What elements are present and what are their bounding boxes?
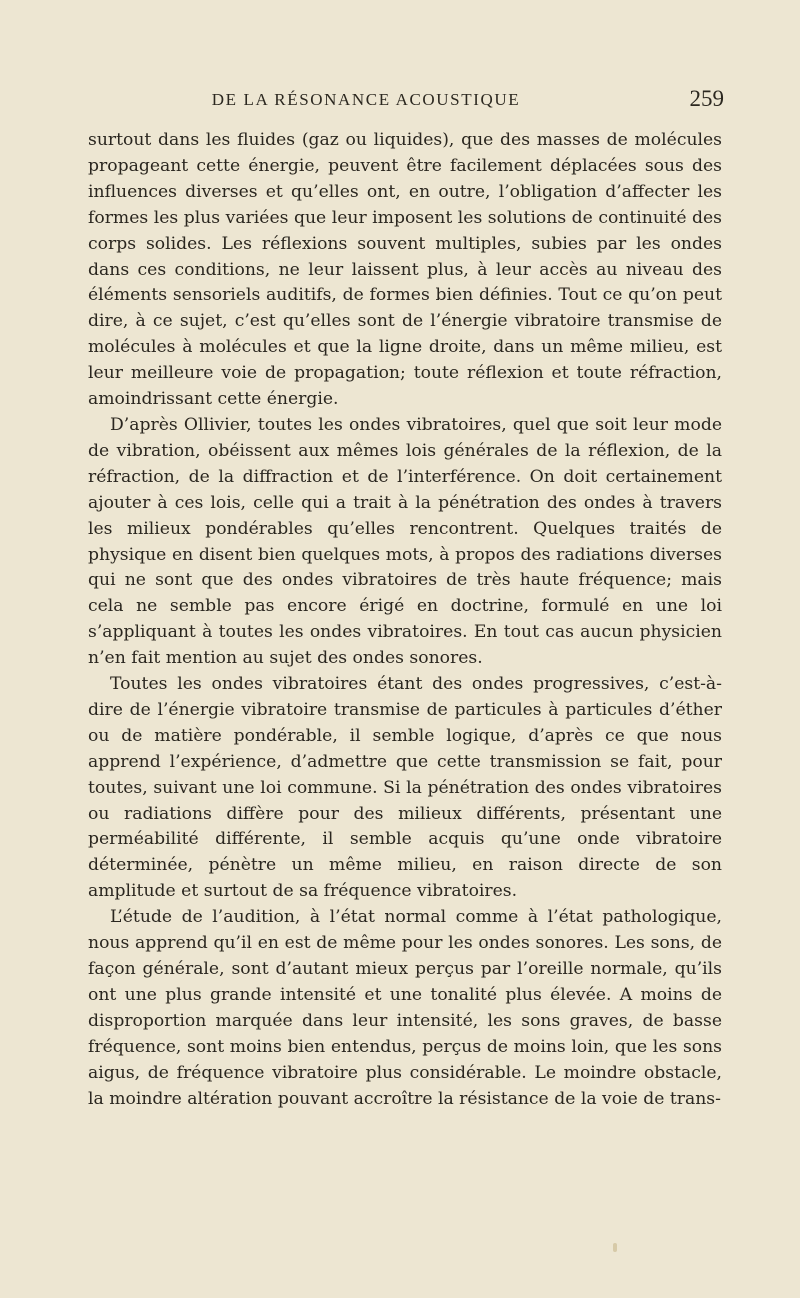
paper-speck [613,1243,617,1252]
paragraph-1: surtout dans les fluides (gaz ou liquides), que des masses de molécules propageant cette énergie, peuvent être facilement déplacées sous des influences diverses et qu’elles ont, en outre, l’obligation d’affecter les formes les plus variées que leur imposent les solutions de continuité des corps solides. Les réflexions souvent multiples, subies par les ondes dans ces conditions, ne leur laissent plus, à leur accès au niveau des éléments sensoriels auditifs, de formes bien définies. Tout ce qu’on peut dire, à ce sujet, c’est qu’elles sont de l’énergie vibratoire transmise de molécules à molécules et que la ligne droite, dans un même milieu, est leur meilleure voie de propagation; toute réflexion et toute réfraction, amoindrissant cette énergie. [88,130,722,410]
chapter-title: DE LA RÉSONANCE ACOUSTIQUE [211,90,521,109]
paragraph-3: Toutes les ondes vibratoires étant des ondes progressives, c’est-à-dire de l’énergie vibratoire transmise de particules à particules d’éther ou de matière pondérable, il semble logique, d’après ce que nous apprend l’expérience, d’admettre que cette transmission se fait, pour toutes, suivant une loi commune. Si la pénétration des ondes vibratoires ou radiations diffère pour des milieux différents, présentant une perméabilité différente, il semble acquis qu’une onde vibratoire déterminée, pénètre un même milieu, en raison directe de son amplitude et surtout de sa fréquence vibratoires. [88,674,722,902]
page-number: 259 [689,86,724,111]
paragraph-2: D’après Ollivier, toutes les ondes vibratoires, quel que soit leur mode de vibration, obéissent aux mêmes lois générales de la réflexion, de la réfraction, de la diffraction et de l’interférence. On doit certainement ajouter à ces lois, celle qui a trait à la pénétration des ondes à travers les milieux pondérables qu’elles rencontrent. Quelques traités de physique en disent bien quelques mots, à propos des radiations diverses qui ne sont que des ondes vibratoires de très haute fréquence; mais cela ne semble pas encore érigé en doctrine, formulé en une loi s’appliquant à toutes les ondes vibratoires. En tout cas aucun physicien n’en fait mention au sujet des ondes sonores. [88,414,722,669]
body-text [88,128,722,1112]
running-head [88,86,724,116]
paragraph-4: L’étude de l’audition, à l’état normal comme à l’état pathologique, nous apprend qu’il en est de même pour les ondes sonores. Les sons, de façon générale, sont d’autant mieux perçus par l’oreille normale, qu’ils ont une plus grande intensité et une tonalité plus élevée. A moins de disproportion marquée dans leur intensité, les sons graves, de basse fréquence, sont moins bien entendus, perçus de moins loin, que les sons aigus, de fréquence vibratoire plus considérable. Le moindre obstacle, la moindre altération pouvant accroître la résistance de la voie de trans- [88,907,722,1109]
